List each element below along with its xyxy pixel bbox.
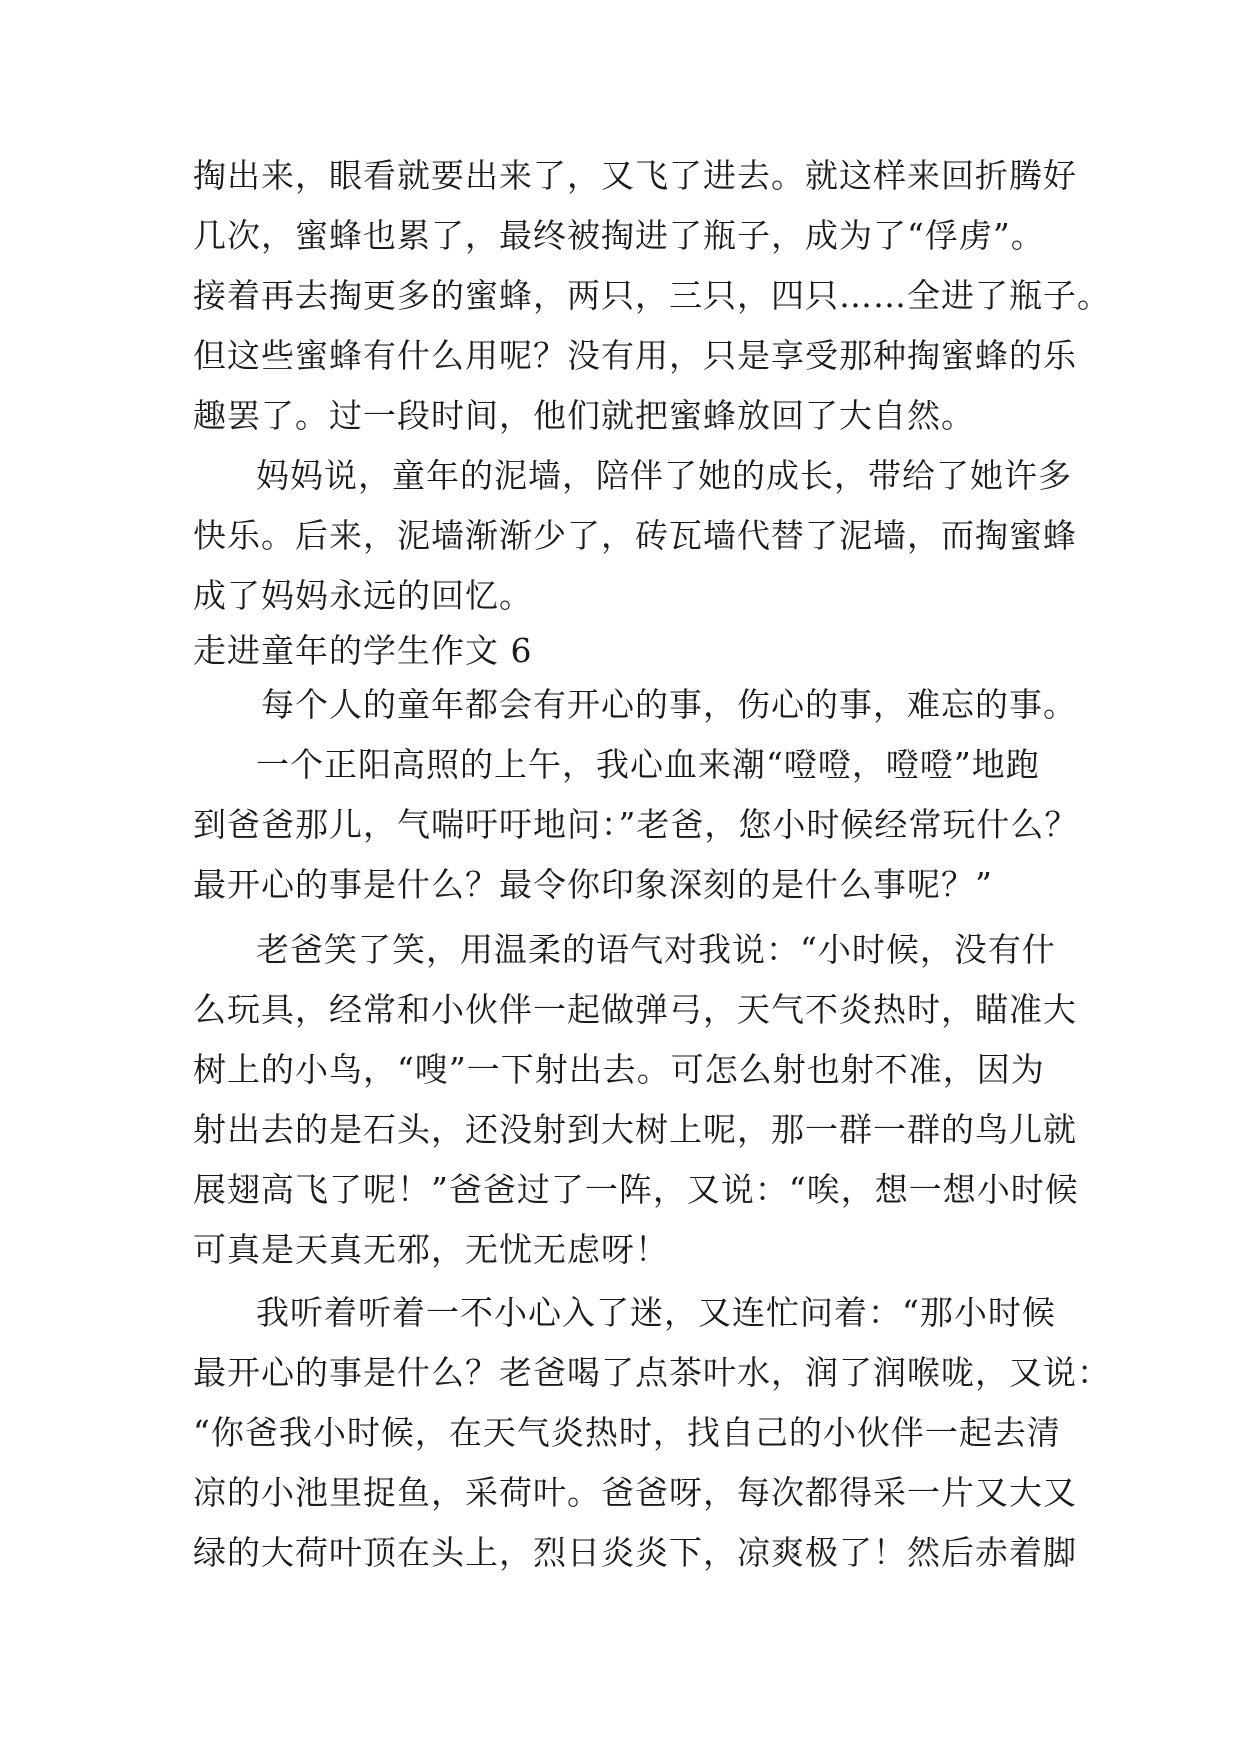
text-line: 快乐。后来，泥墙渐渐少了，砖瓦墙代替了泥墙，而掏蜜蜂 bbox=[193, 516, 1077, 555]
text-line: 么玩具，经常和小伙伴一起做弹弓，天气不炎热时，瞄准大 bbox=[193, 990, 1077, 1029]
text-line: 但这些蜜蜂有什么用呢？没有用，只是享受那种掏蜜蜂的乐 bbox=[193, 336, 1077, 375]
text-line: 射出去的是石头，还没射到大树上呢，那一群一群的鸟儿就 bbox=[193, 1110, 1077, 1149]
text-line: 最开心的事是什么？最令你印象深刻的是什么事呢？” bbox=[193, 865, 993, 904]
text-line: 掏出来，眼看就要出来了，又飞了进去。就这样来回折腾好 bbox=[193, 156, 1077, 195]
paragraph-first-line: 我听着听着一不小心入了迷，又连忙问着：“那小时候 bbox=[256, 1293, 1056, 1332]
text-line: 接着再去掏更多的蜜蜂，两只，三只，四只……全进了瓶子。 bbox=[193, 276, 1111, 315]
text-line: 最开心的事是什么？老爸喝了点茶叶水，润了润喉咙，又说： bbox=[193, 1353, 1111, 1392]
text-line: 几次，蜜蜂也累了，最终被掏进了瓶子，成为了“俘虏”。 bbox=[193, 216, 1045, 255]
text-line: 成了妈妈永远的回忆。 bbox=[193, 576, 533, 615]
text-line: 到爸爸那儿，气喘吁吁地问：”老爸，您小时候经常玩什么？ bbox=[193, 805, 1079, 844]
text-line: 趣罢了。过一段时间，他们就把蜜蜂放回了大自然。 bbox=[193, 396, 975, 435]
section-heading: 走进童年的学生作文 6 bbox=[193, 631, 533, 670]
paragraph-first-line: 老爸笑了笑，用温柔的语气对我说：“小时候，没有什 bbox=[256, 930, 1056, 969]
text-line: 展翅高飞了呢！”爸爸过了一阵，又说：“唉，想一想小时候 bbox=[193, 1170, 1079, 1209]
paragraph-first-line: 妈妈说，童年的泥墙，陪伴了她的成长，带给了她许多 bbox=[256, 456, 1072, 495]
paragraph-first-line: 每个人的童年都会有开心的事，伤心的事，难忘的事。 bbox=[261, 685, 1077, 724]
text-line: 绿的大荷叶顶在头上，烈日炎炎下，凉爽极了！然后赤着脚 bbox=[193, 1533, 1077, 1572]
text-line: 可真是天真无邪，无忧无虑呀！ bbox=[193, 1230, 669, 1269]
text-line: 凉的小池里捉鱼，采荷叶。爸爸呀，每次都得采一片又大又 bbox=[193, 1473, 1077, 1512]
text-line: “你爸我小时候，在天气炎热时，找自己的小伙伴一起去清 bbox=[193, 1413, 1061, 1452]
paragraph-first-line: 一个正阳高照的上午，我心血来潮“噔噔，噔噔”地跑 bbox=[256, 745, 1040, 784]
text-line: 树上的小鸟，“嗖”一下射出去。可怎么射也射不准，因为 bbox=[193, 1050, 1045, 1089]
